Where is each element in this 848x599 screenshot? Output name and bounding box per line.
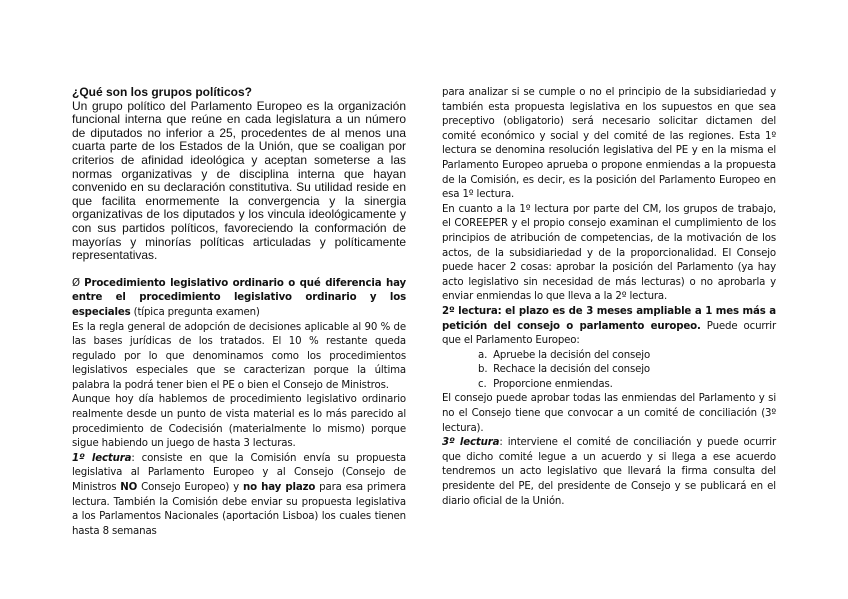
groups-answer: Un grupo político del Parlamento Europeo es la organización funcional interna que reúne en cada legislatura a un número de diputados no inferior a 25, procedentes de al menos una cuarta parte de los Estados de la Unión, que se coaligan por criterios de afinidad ideológica y aceptan someterse a las normas organizativas y de disciplina interna que hayan convenido en su declaración constitutiva. Su utilidad reside en que facilita enormemente la convergencia y la sinergia organizativas de los diputados y los vincula ideológicamente y con sus partidos políticos, favoreciendo la conformación de mayorías y minorías políticas articuladas y políticamente representativas. — [72, 98, 406, 263]
first-reading-continuation: para analizar si se cumple o no el principio de la subsidiariedad y también esta propuesta legislativa en los supuestos en que sea preceptivo (obligatorio) será necesario solicitar dictamen del comité económico y social y del comité de las regiones. Esta 1º lectura se denomina resolución legislativa del PE y en la misma el Parlamento Europeo aprueba o propone enmiendas a la propuesta de la Comisión, es decir, es la posición del Parlamento Europeo en esa 1º lectura. — [442, 87, 776, 201]
section-gap — [72, 263, 406, 277]
second-reading-paragraph: 2º lectura: el plazo es de 3 meses ampliable a 1 mes más a petición del consejo o parlamento europeo. Puede ocurrir que el Parlamento Europeo: — [442, 305, 776, 347]
first-reading-paragraph: 1º lectura: consiste en que la Comisión envía su propuesta legislativa al Parlamento Europeo y al Consejo (Consejo de Ministros NO Consejo Europeo) y no hay plazo para esa primera lectura. También la Comisión debe enviar su propuesta legislativa a los Parlamentos Nacionales (aportación Lisboa) los cuales tienen hasta 8 semanas — [72, 452, 407, 537]
third-reading-label: 3º lectura — [442, 437, 500, 449]
list-item: c. Proporcione enmiendas. — [478, 378, 613, 390]
procedure-section — [72, 277, 406, 540]
procedure-heading — [72, 277, 406, 321]
second-reading-title: 2º lectura: el plazo es de 3 meses ampliable a 1 mes más a petición del consejo o parlamento europeo. — [442, 305, 776, 332]
bullet-arrow-icon: Ø — [72, 277, 80, 289]
procedure-paragraph-1: Es la regla general de adopción de decisiones aplicable al 90 % de las bases jurídicas de los tratados. El 10 % restante queda regulado por lo que denominamos como los procedimientos legislativos especiales que se caracterizan porque la última palabra la podrá tener bien el PE o bien el Consejo de Ministros. — [72, 321, 406, 391]
groups-question-title: ¿Qué son los grupos políticos? — [72, 85, 253, 99]
left-column — [72, 86, 406, 539]
procedure-note: (típica pregunta examen) — [133, 306, 260, 318]
list-item: a. Apruebe la decisión del consejo — [478, 349, 651, 361]
groups-section — [72, 86, 406, 263]
right-column — [442, 86, 776, 509]
second-reading-list — [442, 349, 776, 393]
council-first-reading: En cuanto a la 1º lectura por parte del CM, los grupos de trabajo, el COREEPER y el propio consejo examinan el cumplimiento de los principios de atribución de competencias, de la motivación de los actos, de la subsidiariedad y de la proporcionalidad. El Consejo puede hacer 2 cosas: aprobar la posición del Parlamento (ya hay acto legislativo sin necesidad de más lecturas) o no aprobarla y enviar enmiendas lo que lleva a la 2º lectura. — [442, 203, 776, 303]
list-item: b. Rechace la decisión del consejo — [478, 364, 651, 376]
procedure-title: Procedimiento legislativo ordinario o qué diferencia hay entre el procedimiento legislativo ordinario y los especiales — [72, 277, 406, 318]
third-reading-paragraph: 3º lectura: interviene el comité de conciliación y puede ocurrir que dicho comité legue a un acuerdo y si llega a ese acuerdo tendremos un acto legislativo que llevará la firma consulta del presidente del PE, del presidente de Consejo y se publicará en el diario oficial de la Unión. — [442, 437, 776, 507]
procedure-paragraph-2: Aunque hoy día hablemos de procedimiento legislativo ordinario realmente desde un punto de vista material es lo más parecido al procedimiento de Codecisión (materialmente lo mismo) porque sigue habiendo un juego de hasta 3 lecturas. — [72, 394, 406, 450]
conciliation-paragraph: El consejo puede aprobar todas las enmiendas del Parlamento y si no el Consejo tiene que convocar a un comité de conciliación (3º lectura). — [442, 393, 776, 434]
first-reading-label: 1º lectura — [72, 452, 132, 464]
